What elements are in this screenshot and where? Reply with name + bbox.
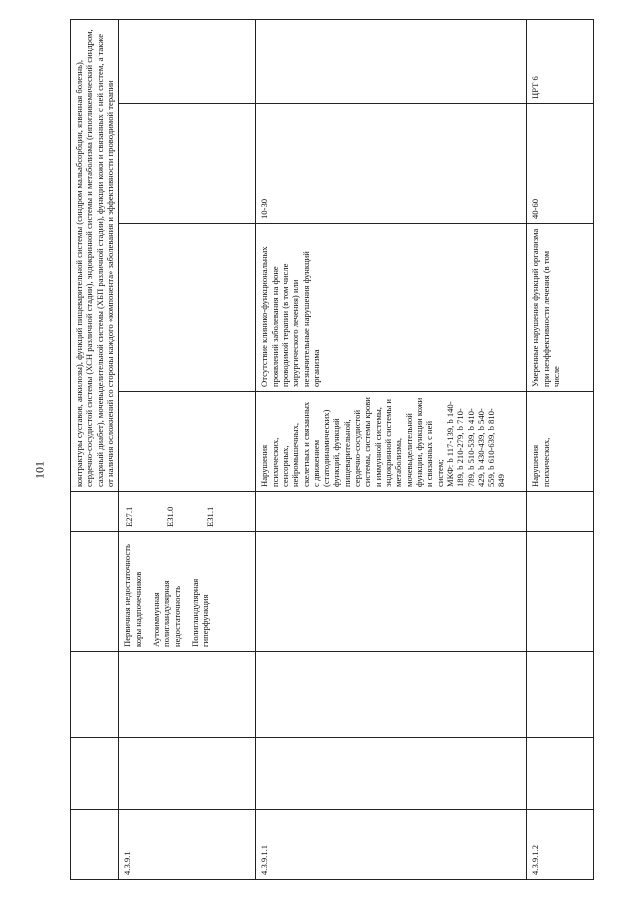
empty-cell xyxy=(119,652,256,738)
row-number: 4.3.9.1 xyxy=(119,810,256,880)
percent-cell: 40-60 xyxy=(527,104,594,224)
empty-cell xyxy=(527,652,594,738)
empty-cell xyxy=(256,652,527,738)
icd-code: E31.1 xyxy=(204,506,215,527)
empty-cell xyxy=(119,738,256,810)
note-cell: ЦРТ 6 xyxy=(527,19,594,103)
disability-table xyxy=(70,19,594,880)
table-row-header xyxy=(71,19,119,879)
header-description-cell: контрактуры суставов, анкилозы), функций пищеварительной системы (синдром мальабсорбции, язвенная болезнь), сердечно-сосудистой системы (ХСН различной стадии), эндокринной системы и метаболизма (гипогликемический синдром, сахарный диабет), мочевыделительной системы (ХБП различной стадии), функции кожи и связанных с ней систем, а также от наличия осложнений со стороны каждого «компонента» заболевания и эффективности проводимой терапии xyxy=(71,19,119,491)
icd-code: E27.1 xyxy=(124,506,135,527)
empty-cell xyxy=(119,104,256,224)
empty-cell xyxy=(256,492,527,532)
empty-cell xyxy=(527,532,594,652)
disease-name: Первичная недостаточность коры надпочечников xyxy=(122,544,143,647)
empty-cell xyxy=(256,738,527,810)
header-empty-cell xyxy=(71,492,119,532)
empty-cell xyxy=(119,392,256,492)
disease-name: Полигландулярная гиперфункция xyxy=(189,578,211,647)
header-empty-cell xyxy=(71,652,119,738)
percent-cell: 10-30 xyxy=(256,104,527,224)
row-number: 4.3.9.1.2 xyxy=(527,810,594,880)
empty-cell xyxy=(119,19,256,103)
header-empty-cell xyxy=(71,532,119,652)
table-wrapper xyxy=(70,20,630,880)
description-cell: Умеренные нарушения функций организма при неэффективности лечения (в том числе xyxy=(527,224,594,392)
table-row xyxy=(119,19,256,879)
violations-text: Нарушения психических, сенсорных, нейромышечных, скелетных и связанных с движением (статодинамических) функций, функций пищеварительной, сердечно-сосудистой системы, системы крови и иммунной системы, эндокринной системы и метаболизма, мочевыделительной функции, функции кожи и связанных с ней систем; xyxy=(259,397,445,487)
violations-cell xyxy=(256,392,527,492)
page-number: 101 xyxy=(32,461,47,479)
table-row xyxy=(527,19,594,879)
note-cell xyxy=(256,19,527,103)
violations-cell: Нарушения психических, xyxy=(527,392,594,492)
empty-cell xyxy=(527,738,594,810)
empty-cell xyxy=(119,224,256,392)
table-row xyxy=(256,19,527,879)
empty-cell xyxy=(527,492,594,532)
icd-code: E31.0 xyxy=(164,506,175,527)
mkf-codes: МКФ: b 117-139, b 140-189, b 210-279, b 710-789, b 510-539, b 410-429, b 430-439, b 540-559, b 610-639, b 810-849 xyxy=(444,401,507,487)
header-empty-cell xyxy=(71,738,119,810)
disease-names-cell xyxy=(119,532,256,652)
disease-name: Аутоиммунная полигландулярная недостаточность xyxy=(150,580,182,647)
description-cell: Отсутствие клинико-функциональных проявлений заболевания на фоне проводимой терапии (в том числе хирургического лечения) или незначительные нарушения функций организма xyxy=(256,224,527,392)
header-empty-cell xyxy=(71,810,119,880)
empty-cell xyxy=(256,532,527,652)
row-number: 4.3.9.1.1 xyxy=(256,810,527,880)
icd-codes-cell xyxy=(119,492,256,532)
